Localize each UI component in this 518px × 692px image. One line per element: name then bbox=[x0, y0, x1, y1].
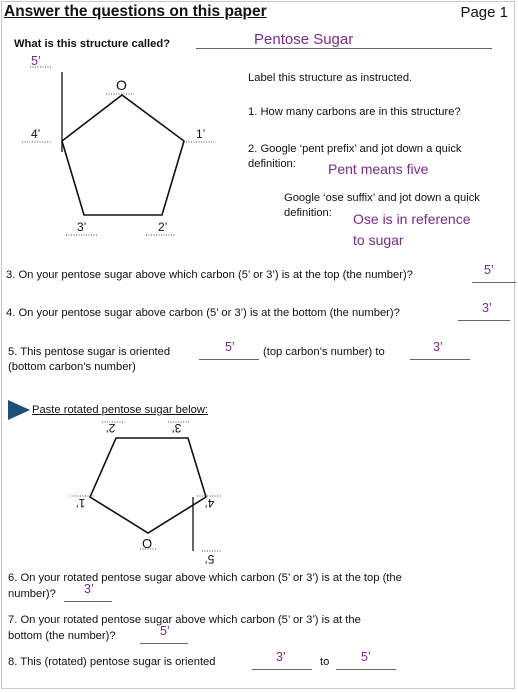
rotated-pentagon-ring bbox=[90, 438, 206, 533]
ose-answer-line1[interactable]: Ose is in reference bbox=[353, 211, 471, 227]
question-6-line2: number)? bbox=[8, 588, 56, 600]
ose-line2: definition: bbox=[284, 207, 332, 219]
question-8-part-a: 8. This (rotated) pentose sugar is oriented bbox=[8, 656, 216, 668]
rotated-label-1: 1’ bbox=[76, 496, 86, 510]
question-8-answer-a[interactable]: 3’ bbox=[276, 650, 286, 664]
label-1: 1’ bbox=[196, 127, 206, 141]
question-3: 3. On your pentose sugar above which carbon (5’ or 3’) is at the top (the number)? bbox=[6, 269, 413, 281]
question-8-answer-b[interactable]: 5’ bbox=[361, 650, 371, 664]
rotated-label-oxygen: O bbox=[142, 536, 153, 551]
arrow-right-icon bbox=[6, 398, 32, 422]
question-7-line1: 7. On your rotated pentose sugar above which carbon (5’ or 3’) is at the bbox=[8, 614, 361, 626]
label-5: 5’ bbox=[31, 54, 41, 68]
rotated-label-4: 4’ bbox=[205, 496, 215, 510]
structure-answer[interactable]: Pentose Sugar bbox=[254, 31, 354, 48]
ose-line1: Google ‘ose suffix’ and jot down a quick bbox=[284, 192, 480, 204]
question-5-answer-a[interactable]: 5’ bbox=[225, 340, 235, 354]
question-4-answer[interactable]: 3’ bbox=[482, 301, 492, 315]
question-3-answer[interactable]: 5’ bbox=[484, 263, 494, 277]
structure-question: What is this structure called? bbox=[14, 38, 171, 50]
label-2: 2’ bbox=[158, 220, 168, 234]
question-6-line1: 6. On your rotated pentose sugar above which carbon (5’ or 3’) is at the top (the bbox=[8, 572, 402, 584]
question-2-answer[interactable]: Pent means five bbox=[328, 161, 429, 177]
question-2-line2: definition: bbox=[248, 158, 296, 170]
structure-answer-line bbox=[196, 48, 492, 49]
rotated-label-3: 3’ bbox=[172, 421, 182, 435]
question-6-answer[interactable]: 3’ bbox=[84, 582, 94, 596]
question-5-answer-b[interactable]: 3’ bbox=[433, 340, 443, 354]
question-1: 1. How many carbons are in this structure? bbox=[248, 106, 461, 118]
question-5-part-a: 5. This pentose sugar is oriented bbox=[8, 346, 171, 358]
question-3-blank bbox=[472, 270, 516, 283]
question-5-part-c: (bottom carbon’s number) bbox=[8, 361, 136, 373]
pentagon-ring bbox=[62, 95, 184, 215]
instruction-label: Label this structure as instructed. bbox=[248, 72, 413, 84]
paste-instruction: Paste rotated pentose sugar below: bbox=[32, 404, 209, 416]
question-4: 4. On your pentose sugar above carbon (5’ or 3’) is at the bottom (the number)? bbox=[6, 307, 400, 319]
label-oxygen: O bbox=[116, 77, 127, 93]
question-7-answer[interactable]: 5’ bbox=[160, 624, 170, 638]
rotated-pentose-diagram bbox=[60, 415, 240, 575]
label-4: 4’ bbox=[31, 127, 41, 141]
rotated-label-5: 5’ bbox=[205, 552, 215, 566]
rotated-label-2: 2’ bbox=[106, 421, 116, 435]
question-7-line2: bottom (the number)? bbox=[8, 630, 116, 642]
page-number: Page 1 bbox=[460, 4, 508, 21]
question-8-part-b: to bbox=[320, 656, 330, 668]
label-3: 3’ bbox=[77, 220, 87, 234]
question-5-part-b: (top carbon’s number) to bbox=[263, 346, 385, 358]
page-title: Answer the questions on this paper bbox=[4, 3, 267, 20]
question-2-line1: 2. Google ‘pent prefix’ and jot down a quick bbox=[248, 143, 462, 155]
ose-answer-line2[interactable]: to sugar bbox=[353, 232, 404, 248]
